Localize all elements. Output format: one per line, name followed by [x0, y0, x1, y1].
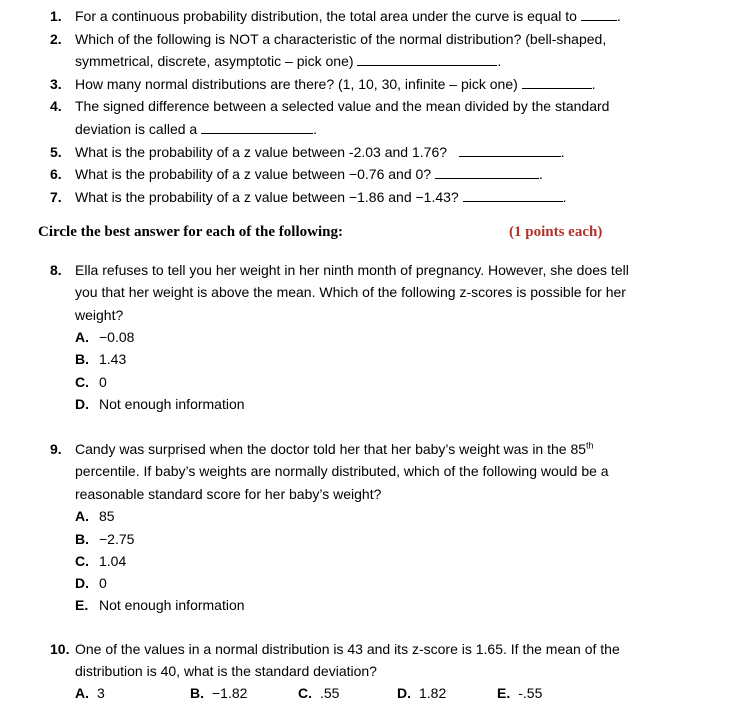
option-text: 3: [97, 685, 105, 701]
option-d[interactable]: [397, 684, 446, 702]
question-text: Ella refuses to tell you her weight in her ninth month of pregnancy. However, she does tell: [75, 262, 629, 278]
answer-blank[interactable]: [581, 8, 617, 21]
superscript: th: [586, 440, 594, 451]
question-text: symmetrical, discrete, asymptotic – pick one) .: [75, 53, 502, 69]
answer-blank[interactable]: [435, 166, 539, 179]
option-a[interactable]: [75, 684, 105, 702]
option-text: .55: [320, 685, 340, 701]
question-text: reasonable standard score for her baby’s weight?: [75, 486, 382, 502]
option-letter: D.: [75, 575, 89, 591]
answer-blank[interactable]: [357, 53, 497, 66]
option-letter: C.: [75, 374, 89, 390]
option-text: -.55: [518, 685, 543, 701]
question-text: For a continuous probability distribution, the total area under the curve is equal to .: [75, 8, 621, 24]
question-text: distribution is 40, what is the standard deviation?: [75, 663, 377, 679]
option-text: −0.08: [99, 329, 135, 345]
option-text: 85: [99, 508, 115, 524]
question-text: weight?: [75, 307, 124, 323]
answer-blank[interactable]: [201, 121, 313, 134]
question-text: What is the probability of a z value between −0.76 and 0? .: [75, 166, 543, 182]
option-letter: C.: [75, 553, 89, 569]
question-number: 8.: [50, 262, 62, 278]
question-number: 3.: [50, 76, 62, 92]
answer-blank[interactable]: [459, 144, 561, 157]
question-number: 6.: [50, 166, 62, 182]
option-text: 1.82: [419, 685, 447, 701]
option-c[interactable]: [298, 684, 339, 702]
option-text: Not enough information: [99, 396, 245, 412]
option-text: −1.82: [212, 685, 248, 701]
option-letter: E.: [497, 685, 511, 701]
question-text: What is the probability of a z value between -2.03 and 1.76? .: [75, 144, 565, 160]
option-b[interactable]: [190, 684, 247, 702]
option-e[interactable]: [497, 684, 542, 702]
option-text: 1.43: [99, 351, 127, 367]
question-text: Candy was surprised when the doctor told her that her baby’s weight was in the 85th: [75, 440, 594, 457]
question-text: Which of the following is NOT a characteristic of the normal distribution? (bell-shaped,: [75, 31, 607, 47]
question-text: you that her weight is above the mean. Which of the following z-scores is possible for her: [75, 284, 626, 300]
answer-blank[interactable]: [463, 189, 563, 202]
option-letter: E.: [75, 597, 89, 613]
answer-blank[interactable]: [522, 76, 592, 89]
option-text: 0: [99, 374, 107, 390]
question-number: 9.: [50, 441, 62, 457]
section-heading: Circle the best answer for each of the following:: [38, 224, 343, 240]
option-text: −2.75: [99, 531, 135, 547]
option-letter: A.: [75, 685, 89, 701]
question-text: One of the values in a normal distribution is 43 and its z-score is 1.65. If the mean of the: [75, 641, 620, 657]
option-letter: C.: [298, 685, 312, 701]
option-text: 1.04: [99, 553, 127, 569]
question-text: What is the probability of a z value between −1.86 and −1.43? .: [75, 189, 567, 205]
option-letter: B.: [75, 531, 89, 547]
points-label: (1 points each): [509, 224, 603, 240]
question-text: The signed difference between a selected value and the mean divided by the standard: [75, 98, 610, 114]
question-number: 2.: [50, 31, 62, 47]
option-text: 0: [99, 575, 107, 591]
option-letter: B.: [190, 685, 204, 701]
option-text: Not enough information: [99, 597, 245, 613]
option-letter: D.: [397, 685, 411, 701]
option-letter: D.: [75, 396, 89, 412]
question-text: How many normal distributions are there? (1, 10, 30, infinite – pick one) .: [75, 76, 596, 92]
option-letter: A.: [75, 329, 89, 345]
question-number: 5.: [50, 144, 62, 160]
question-number: 1.: [50, 8, 62, 24]
question-number: 4.: [50, 98, 62, 114]
question-text: deviation is called a .: [75, 121, 317, 137]
question-number: 7.: [50, 189, 62, 205]
option-letter: A.: [75, 508, 89, 524]
option-letter: B.: [75, 351, 89, 367]
question-text: percentile. If baby’s weights are normally distributed, which of the following would be a: [75, 463, 609, 479]
question-number: 10.: [50, 641, 70, 657]
